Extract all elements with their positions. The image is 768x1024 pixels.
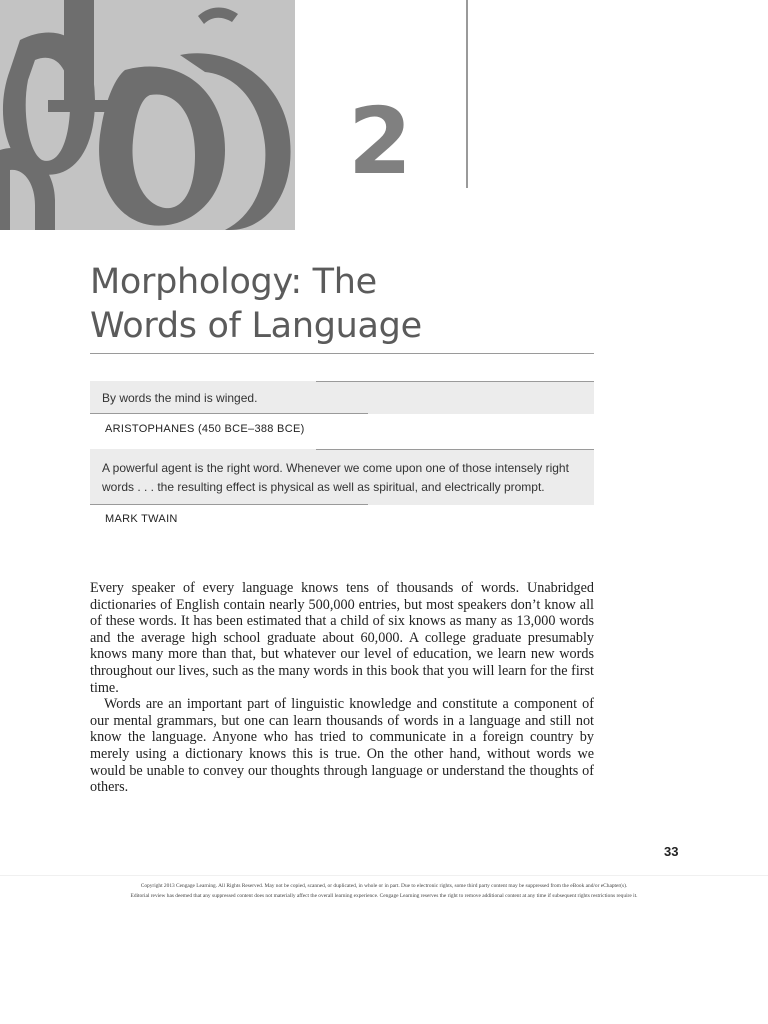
title-divider	[90, 353, 594, 354]
epigraph-rule	[316, 381, 594, 382]
epigraph-quote-text: A powerful agent is the right word. Whenever we come upon one of those intensely right words . . . the resulting effect is physical as well as spiritual, and electrically prompt.	[102, 461, 569, 494]
epigraph-quote-1	[90, 381, 594, 414]
header-divider	[466, 0, 468, 188]
chapter-title-line-1: Morphology: The	[90, 262, 377, 302]
epigraph-attribution-1: ARISTOPHANES (450 BCE–388 BCE)	[105, 423, 305, 435]
epigraph-rule	[90, 413, 368, 414]
epigraph-quote-text: By words the mind is winged.	[102, 391, 258, 405]
page-number: 33	[664, 844, 679, 859]
copyright-footer	[0, 881, 768, 901]
chapter-number: 2	[348, 88, 413, 195]
epigraph-attribution-2: MARK TWAIN	[105, 513, 178, 525]
decorative-letterforms-icon	[0, 0, 295, 230]
chapter-decoration	[0, 0, 295, 230]
chapter-title-line-2: Words of Language	[90, 306, 422, 346]
epigraph-rule	[90, 504, 368, 505]
footer-divider	[0, 875, 768, 876]
body-paragraph-2: Words are an important part of linguistic knowledge and constitute a component of our mental grammars, but one can learn thousands of words in a language and still not know the language. Anyone who has tried to communicate in a foreign country by merely using a dictionary knows this is true. On the other hand, without words we would be unable to convey our thoughts through language or understand the thoughts of others.	[90, 696, 594, 796]
copyright-line-1: Copyright 2013 Cengage Learning. All Rights Reserved. May not be copied, scanned, or duplicated, in whole or in part. Due to electronic rights, some third party content may be suppressed from the eBook and/or eChapter(s).	[140, 883, 628, 889]
copyright-line-2: Editorial review has deemed that any suppressed content does not materially affect the overall learning experience. Cengage Learning reserves the right to remove additional content at any time if subsequent rights restrictions require it.	[130, 893, 638, 899]
epigraph-quote-2	[90, 449, 594, 505]
body-text	[90, 580, 594, 796]
chapter-title	[90, 260, 610, 348]
epigraph-rule	[316, 449, 594, 450]
body-paragraph-1: Every speaker of every language knows tens of thousands of words. Unabridged dictionaries of English contain nearly 500,000 entries, but most speakers don’t know all of these words. It has been estimated that a child of six knows as many as 13,000 words and the average high school graduate about 60,000. A college graduate presumably knows many more than that, but whatever our level of education, we learn new words throughout our lives, such as the many words in this book that you will learn for the first time.	[90, 580, 594, 696]
